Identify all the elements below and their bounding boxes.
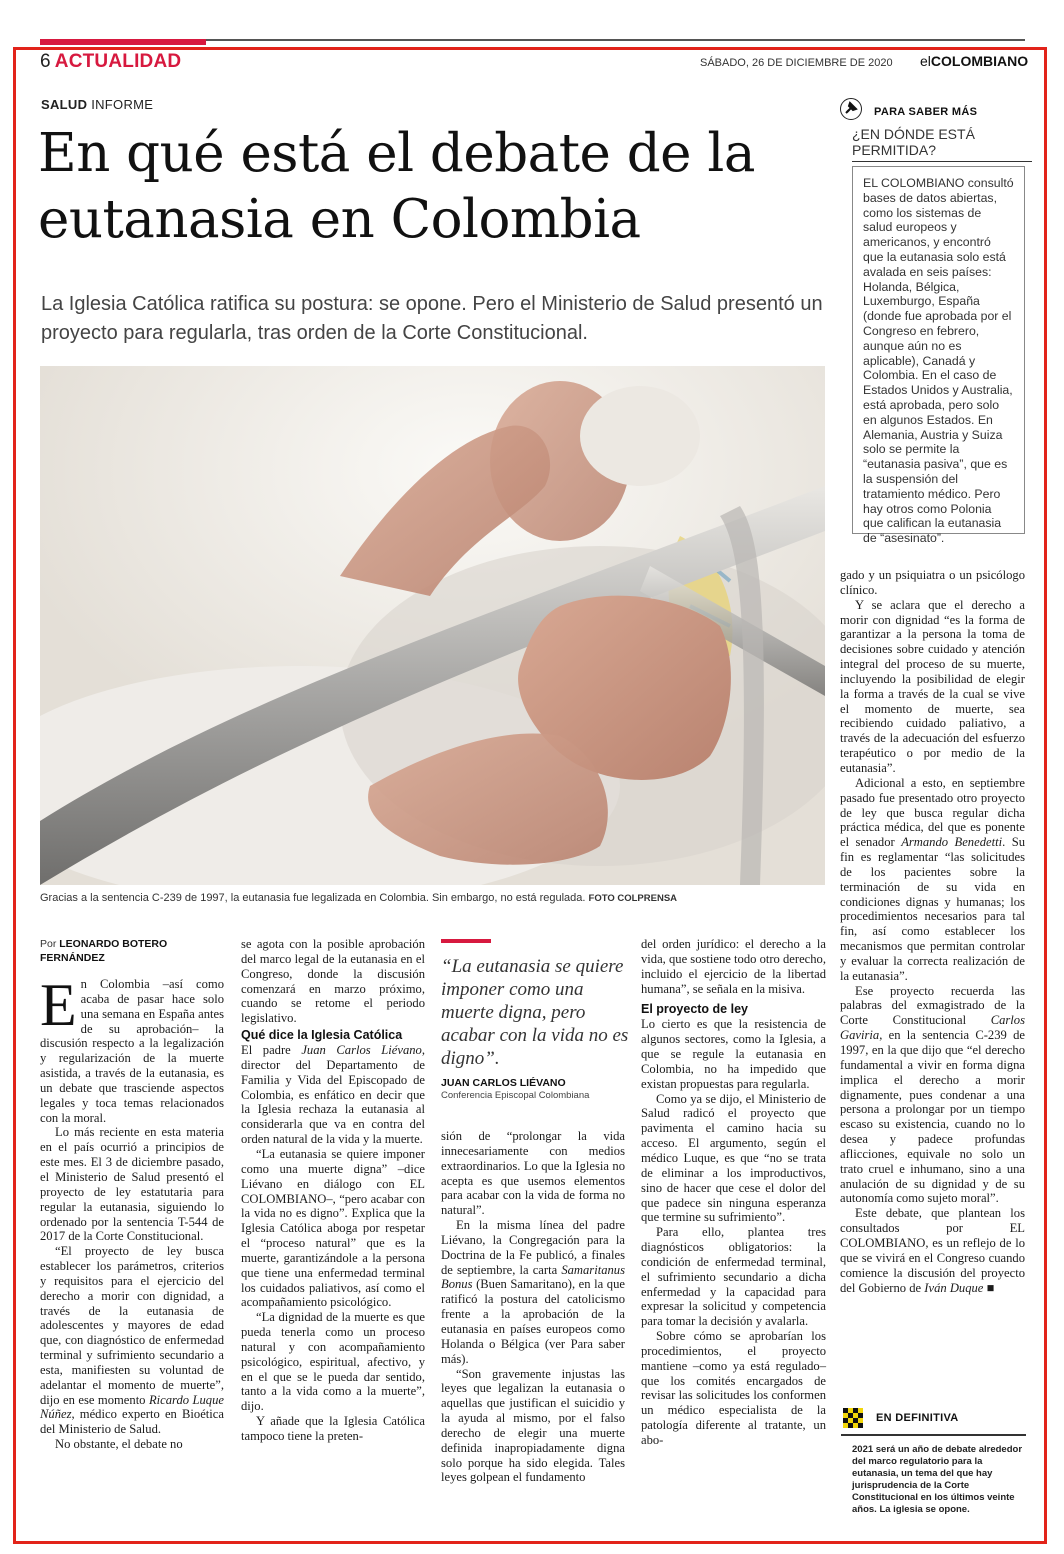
end-mark: ■ bbox=[986, 1280, 995, 1295]
article-paragraph: sión de “prolongar la vida innecesariamente con medios extraordinarios. Lo que la Iglesia no acepta es que usemos elementos para acabar con la vida de forma no natural”. bbox=[441, 1129, 625, 1218]
article-paragraph: “La dignidad de la muerte es que pueda tenerla como un proceso natural y con acompañamiento psicológico, espiritual, afectivo, y en el que se le pueda dar sentido, tanto a la vida como a la muerte”, dijo. bbox=[241, 1310, 425, 1414]
article-paragraph: “Son gravemente injustas las leyes que legalizan la eutanasia o aquellas que justifican el suicidio y la ayuda al mismo, por el falso derecho de elegir una muerte definida inapropiadamente digna solo porque ha sido elegida. Tales leyes golpean el fundamento bbox=[441, 1366, 625, 1485]
en-definitiva-rule bbox=[841, 1434, 1026, 1436]
section-folio bbox=[40, 51, 181, 73]
article-column-5 bbox=[840, 568, 1025, 1295]
article-paragraph: Adicional a esto, en septiembre pasado fue presentado otro proyecto de ley que busca regular dicha práctica médica, del que es ponente el senador Armando Benedetti. Su fin es reglamentar “las solicitudes de los pacientes sobre la terminación de su vida en condiciones dignas y humanas; los procedimientos necesarios para tal fin, así como establecer los mecanismos que permitan controlar y evaluar la correcta realización de la eutanasia”. bbox=[840, 775, 1025, 983]
article-paragraph: No obstante, el debate no bbox=[55, 1437, 183, 1452]
article-paragraph: Y se aclara que el derecho a morir con dignidad “es la forma de garantizar a la persona la toma de decisiones sobre cuidado y atención integral del proceso de su muerte, incluyendo la posibilidad de elegir la forma a través de la cual se vive el momento de muerte, sea recibiendo cuidado paliativo, a través de la adecuación del esfuerzo terapéutico o por medio de la eutanasia”. bbox=[840, 597, 1025, 775]
pullquote: “La eutanasia se quiere imponer como una muerte digna, pero acabar con la vida no es digno”. bbox=[441, 956, 629, 1069]
article-kicker bbox=[41, 97, 153, 112]
article-paragraph: Ese proyecto recuerda las palabras del exmagistrado de la Corte Constitucional Carlos Gaviria, en la sentencia C-239 de 1997, en la que dijo que “el derecho fundamental a vivir en forma digna implica el derecho a morir dignamente, pues condenar a una persona a prolongar por un tiempo escaso su existencia, cuando no lo desea y padece profundas aflicciones, equivale no solo un trato cruel e inhumano, sino a una anulación de su dignidad y de su autonomía como sujeto moral”. bbox=[840, 983, 1025, 1206]
caption-text: Gracias a la sentencia C-239 de 1997, la eutanasia fue legalizada en Colombia. Sin embargo, no está regulada. bbox=[40, 892, 586, 904]
article-paragraph: del orden jurídico: el derecho a la vida, que sostiene todo otro derecho, incluido el ejercicio de la libertad humana”, se señala en la misiva. bbox=[641, 937, 827, 996]
article-paragraph: Como ya se dijo, el Ministerio de Salud radicó el proyecto que pavimenta el camino hacia su acceso. El argumento, según el médico Luque, es que “no se trata de eliminar a los improductivos, sino de hacer que cese el dolor del que padece sin ninguna esperanza que termine su sufrimiento”. bbox=[641, 1091, 826, 1225]
article-paragraph: En la misma línea del padre Liévano, la Congregación para la Doctrina de la Fe publicó, a finales de septiembre, la carta Samaritanus Bonus (Buen Samaritano), en la que ratificó la postura del catolicismo frente a la aprobación de la eutanasia en países europeos como Holanda o Bélgica (ver Para saber más). bbox=[441, 1218, 625, 1366]
issue-date: SÁBADO, 26 DE DICIEMBRE DE 2020 bbox=[700, 57, 893, 69]
article-column-3 bbox=[441, 1129, 625, 1485]
patient-photo-illustration bbox=[40, 366, 825, 885]
checker-icon bbox=[843, 1408, 863, 1428]
article-paragraph: El padre Juan Carlos Liévano, director del Departamento de Familia y Vida del Episcopado de Colombia, es enfático en decir que la Iglesia rechaza la eutanasia al considerarla que va en contra del orden natural de la vida y la muerte. bbox=[241, 1043, 425, 1147]
drop-cap: E bbox=[40, 972, 77, 1038]
article-paragraph: Para ello, plantea tres diagnósticos obligatorios: la condición de enfermedad terminal, el sufrimiento secundario a dicha enfermedad y la capacidad para expresar la solicitud y competencia para tomar la decisión y avalarla. bbox=[641, 1225, 826, 1329]
photo-credit: FOTO COLPRENSA bbox=[588, 893, 678, 904]
sidebar-title: PARA SABER MÁS bbox=[874, 106, 978, 118]
byline: Por LEONARDO BOTERO FERNÁNDEZ bbox=[40, 938, 168, 964]
article-column-2 bbox=[241, 937, 425, 1444]
article-paragraph: Lo más reciente en esta materia en el país ocurrió a principios de este mes. El 3 de diciembre pasado, el Ministerio de Salud presentó el proyecto de ley estatutaria para regular la eutanasia, siguiendo lo ordenado por la sentencia T-544 de 2017 de la Corte Constitucional. bbox=[40, 1125, 224, 1244]
article-paragraph: “El proyecto de ley busca establecer los parámetros, criterios y requisitos para el ejercicio del derecho a morir con dignidad, a través de la eutanasia de adolescentes y mayores de edad que, con diagnóstico de enfermedad terminal y sufrimiento secundario a esta, manifiesten su voluntad de adelantar el momento de muerte”, dijo en ese momento Ricardo Luque Núñez, médico experto en Bioética del Ministerio de Salud. bbox=[40, 1244, 224, 1437]
article-column-1 bbox=[40, 937, 224, 1452]
article-paragraph: “La eutanasia se quiere imponer como una muerte digna” –dice Liévano en diálogo con EL COLOMBIANO–, “pero acabar con la vida no es digno”. Explica que la Iglesia Católica aboga por respetar el “proceso natural” que es la muerte, garantizándole a la persona que tiene una enfermedad terminal los cuidados paliativos, así como el acompañamiento psicológico. bbox=[241, 1146, 425, 1310]
pin-icon bbox=[840, 98, 862, 120]
newspaper-logo: elCOLOMBIANO bbox=[920, 53, 1029, 69]
en-definitiva-text: 2021 será un año de debate alrededor del marco regulatorio para la eutanasia, un tema del que hay jurisprudencia de la Corte Constitucional en los últimos veinte años. La iglesia se opone. bbox=[852, 1444, 1023, 1515]
author-name: LEONARDO BOTERO FERNÁNDEZ bbox=[40, 938, 168, 964]
article-paragraph: Lo cierto es que la resistencia de algunos sectores, como la Iglesia, a que se regule la eutanasia en Colombia, no ha impedido que existan propuestas para regularla. bbox=[641, 1017, 826, 1091]
article-paragraph: Sobre cómo se aprobarían los procedimientos, el proyecto mantiene –como ya está regulado– que los comités encargados de revisar las solicitudes los conformen un médico especialista de la patología diferente al tratante, un abo- bbox=[641, 1329, 826, 1447]
article-paragraph: Y añade que la Iglesia Católica tampoco tiene la preten- bbox=[241, 1414, 425, 1443]
sidebar-subtitle: ¿EN DÓNDE ESTÁ PERMITIDA? bbox=[852, 126, 1032, 162]
headline: En qué está el debate de la eutanasia en Colombia bbox=[38, 123, 755, 250]
photo-caption bbox=[40, 892, 830, 904]
article-column-4 bbox=[641, 937, 826, 1448]
section-name: ACTUALIDAD bbox=[54, 51, 182, 72]
section-subhead: Qué dice la Iglesia Católica bbox=[241, 1028, 403, 1043]
kicker-type: INFORME bbox=[91, 97, 154, 112]
pullquote-source-role: Conferencia Episcopal Colombiana bbox=[441, 1090, 590, 1101]
pullquote-source: JUAN CARLOS LIÉVANO bbox=[441, 1077, 566, 1089]
section-subhead: El proyecto de ley bbox=[641, 1002, 748, 1017]
pullquote-rule bbox=[441, 939, 491, 943]
page-number: 6 bbox=[40, 51, 51, 72]
en-definitiva-title: EN DEFINITIVA bbox=[876, 1412, 959, 1424]
sidebar-text: EL COLOMBIANO consultó bases de datos abiertas, como los sistemas de salud europeos y americanos, y encontró que la eutanasia solo está avalada en seis países: Holanda, Bélgica, Luxemburgo, España (donde fue aprobada por el Congreso en febrero, aunque aún no es aplicable), Canadá y Colombia. En el caso de Estados Unidos y Australia, está aprobada, pero solo en algunos Estados. En Alemania, Austria y Suiza solo se permite la “eutanasia pasiva”, que es la suspensión del tratamiento médico. Pero hay otros como Polonia que califican la eutanasia de “asesinato”. bbox=[863, 176, 1014, 546]
deck-subheadline: La Iglesia Católica ratifica su postura: se opone. Pero el Ministerio de Salud presentó un proyecto para regularla, tras orden de la Corte Constitucional. bbox=[41, 293, 823, 344]
article-paragraph: gado y un psiquiatra o un psicólogo clínico. bbox=[840, 568, 1025, 597]
article-paragraph: En Colombia –así como acaba de pasar hace solo una semana en España antes de su aprobación– la discusión respecto a la legalización y regularización de la muerte asistida, a través de la eutanasia, es un debate que trasciende aspectos legales y toca temas relacionados con la moral. bbox=[40, 972, 224, 1125]
masthead-accent-bar bbox=[40, 39, 206, 45]
article-paragraph: se agota con la posible aprobación del marco legal de la eutanasia en el Congreso, donde la discusión comenzará en marzo próximo, cuando se retome el periodo legislativo. bbox=[241, 937, 425, 1026]
lead-photo bbox=[40, 366, 825, 885]
article-paragraph: Este debate, que plantean los consultados por EL COLOMBIANO, es un reflejo de lo que se vivirá en el Congreso cuando comience la discusión del proyecto del Gobierno de Iván Duque ■ bbox=[840, 1206, 1025, 1295]
kicker-section: SALUD bbox=[41, 97, 88, 112]
sidebar-box bbox=[852, 166, 1025, 546]
